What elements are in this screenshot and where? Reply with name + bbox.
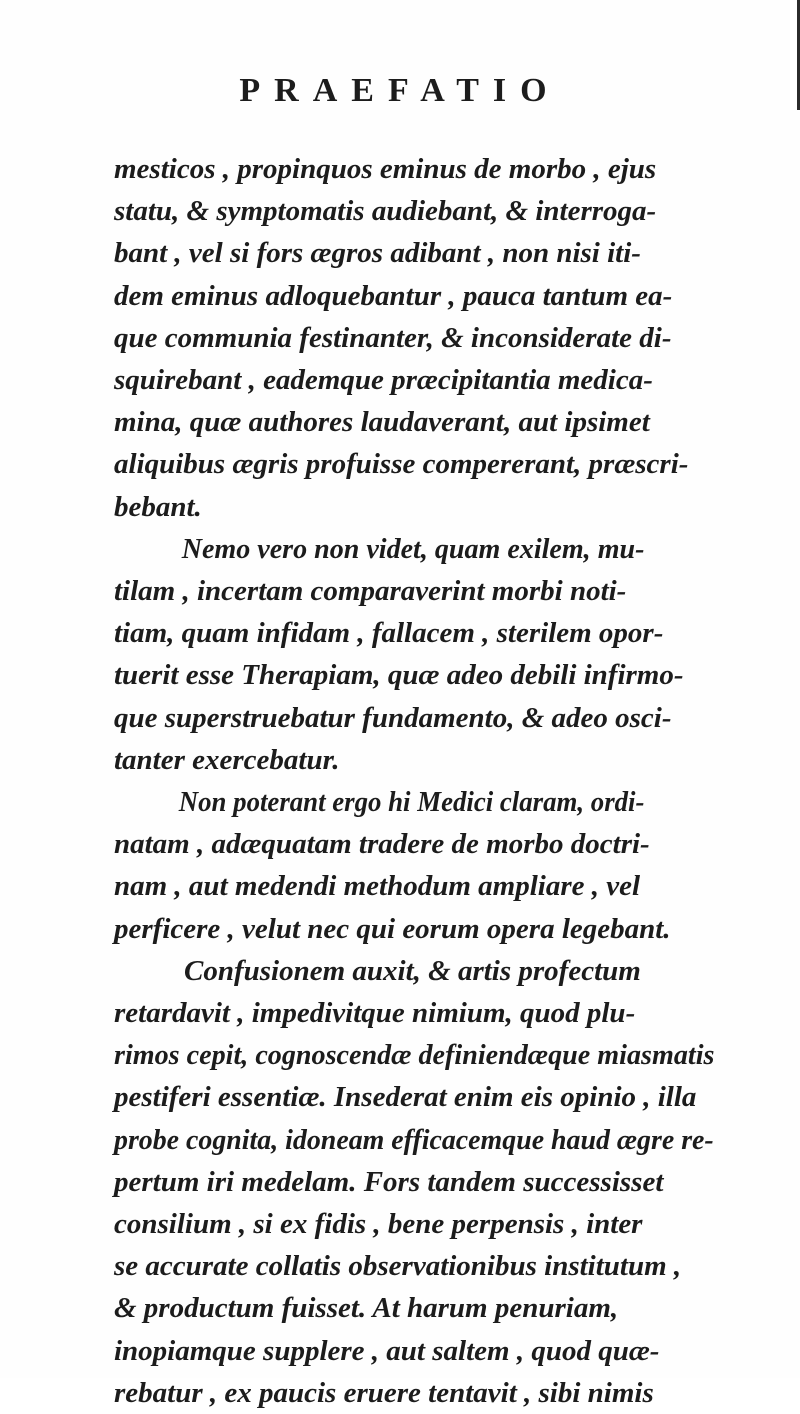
text-line: tiam, quam infidam , fallacem , sterilem opor- xyxy=(114,617,664,650)
text-line: se accurate collatis observationibus institutum , xyxy=(114,1250,682,1283)
text-line: tilam , incertam comparaverint morbi noti- xyxy=(114,575,627,608)
text-line: pertum iri medelam. Fors tandem successisset xyxy=(114,1165,664,1198)
text-line: mesticos , propinquos eminus de morbo , ejus xyxy=(114,153,657,185)
text-line: consilium , si ex fidis , bene perpensis , inter xyxy=(114,1208,643,1241)
text-line: aliquibus ægris profuisse compererant, præscri- xyxy=(114,448,689,481)
text-line: inopiamque supplere , aut saltem , quod quæ- xyxy=(114,1334,660,1367)
text-line: nam , aut medendi methodum ampliare , vel xyxy=(114,870,641,903)
text-line: perficere , velut nec qui eorum opera legebant. xyxy=(114,912,671,945)
text-line: bant , vel si fors ægros adibant , non nisi iti- xyxy=(114,237,641,270)
text-line: que superstruebatur fundamento, & adeo osci- xyxy=(114,701,672,734)
text-line: & productum fuisset. At harum penuriam, xyxy=(114,1292,619,1325)
text-line: probe cognita, idoneam efficacemque haud ægre re- xyxy=(114,1123,714,1156)
text-line: tanter exercebatur. xyxy=(114,743,340,776)
text-line: pestiferi essentiæ. Insederat enim eis opinio , illa xyxy=(114,1081,697,1114)
text-line: rebatur , ex paucis eruere tentavit , sibi nimis xyxy=(114,1376,654,1409)
text-line: dem eminus adloquebantur , pauca tantum ea- xyxy=(114,279,673,312)
page-header: PRAEFATIO xyxy=(239,72,561,109)
text-line: retardavit , impedivitque nimium, quod plu- xyxy=(114,997,636,1030)
text-line: Nemo vero non videt, quam exilem, mu- xyxy=(181,532,645,565)
text-line: tuerit esse Therapiam, quæ adeo debili infirmo- xyxy=(114,659,684,692)
text-line: rimos cepit, cognoscendæ definiendæque miasmatis xyxy=(114,1039,715,1072)
body-text xyxy=(114,148,714,1414)
text-line: Confusionem auxit, & artis profectum xyxy=(184,954,641,987)
text-line: mina, quæ authores laudaverant, aut ipsimet xyxy=(114,406,650,439)
text-line: statu, & symptomatis audiebant, & interroga- xyxy=(114,195,657,228)
text-line: bebant. xyxy=(114,490,202,523)
text-line: squirebant , eademque præcipitantia medica- xyxy=(114,364,653,397)
text-line: natam , adæquatam tradere de morbo doctri- xyxy=(114,828,650,861)
text-line: que communia festinanter, & inconsiderate di- xyxy=(114,321,672,354)
text-line: Non poterant ergo hi Medici claram, ordi- xyxy=(178,786,645,819)
